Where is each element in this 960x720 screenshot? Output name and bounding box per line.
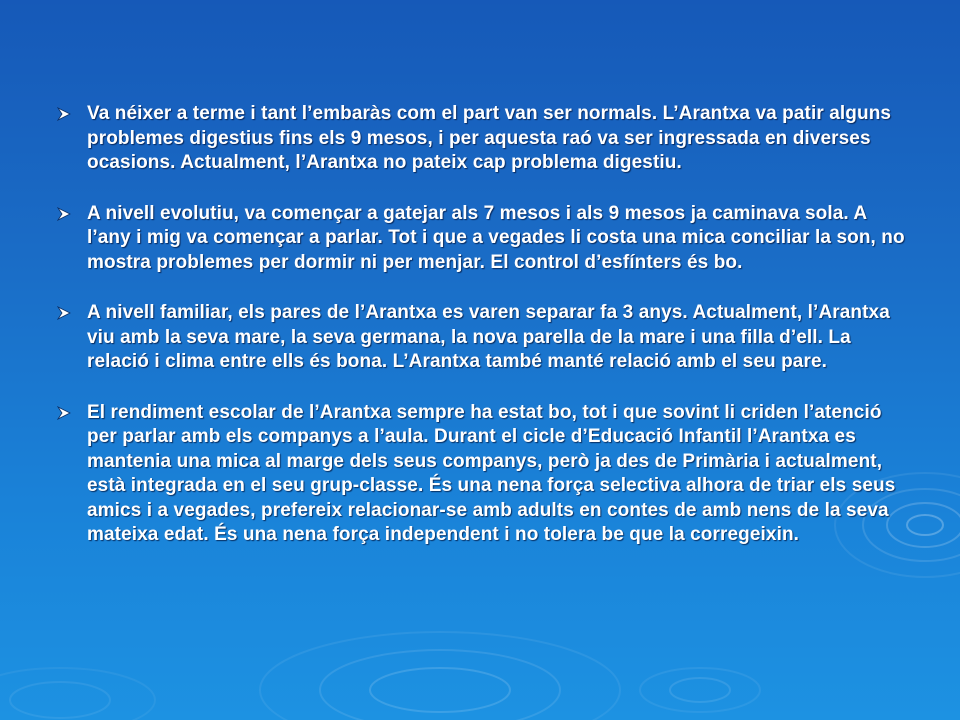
bullet-list	[57, 102, 907, 574]
arrow-right-icon	[57, 401, 87, 420]
arrow-right-icon	[57, 102, 87, 121]
list-item	[57, 202, 907, 276]
list-item	[57, 301, 907, 375]
paragraph-text: A nivell familiar, els pares de l’Arantxa es varen separar fa 3 anys. Actualment, l’Arantxa viu amb la seva mare, la seva germana, la nova parella de la mare i una filla d’ell. La relació i clima entre ells és bona. L’Arantxa també manté relació amb el seu pare.	[87, 302, 890, 372]
arrow-right-icon	[57, 202, 87, 221]
list-item	[57, 401, 907, 548]
paragraph-text: El rendiment escolar de l’Arantxa sempre ha estat bo, tot i que sovint li criden l’atenció per parlar amb els companys a l’aula. Durant el cicle d’Educació Infantil l’Arantxa es mantenia una mica al marge dels seus companys, però ja des de Primària i actualment, està integrada en el seu grup-classe. És una nena força selectiva alhora de triar els seus amics i a vegades, prefereix relacionar-se amb adults en contes de amb nens de la seva mateixa edat. És una nena força independent i no tolera be que la corregeixin.	[87, 401, 896, 545]
arrow-right-icon	[57, 301, 87, 320]
paragraph-text: Va néixer a terme i tant l’embaràs com el part van ser normals. L’Arantxa va patir alguns problemes digestius fins els 9 mesos, i per aquesta raó va ser ingressada en diverses ocasions. Actualment, l’Arantxa no pateix cap problema digestiu.	[87, 103, 892, 173]
list-item	[57, 102, 907, 176]
paragraph-text: A nivell evolutiu, va començar a gatejar als 7 mesos i als 9 mesos ja caminava sola. A l’any i mig va començar a parlar. Tot i que a vegades li costa una mica conciliar la son, no mostra problemes per dormir ni per menjar. El control d’esfínters és bo.	[87, 202, 905, 273]
